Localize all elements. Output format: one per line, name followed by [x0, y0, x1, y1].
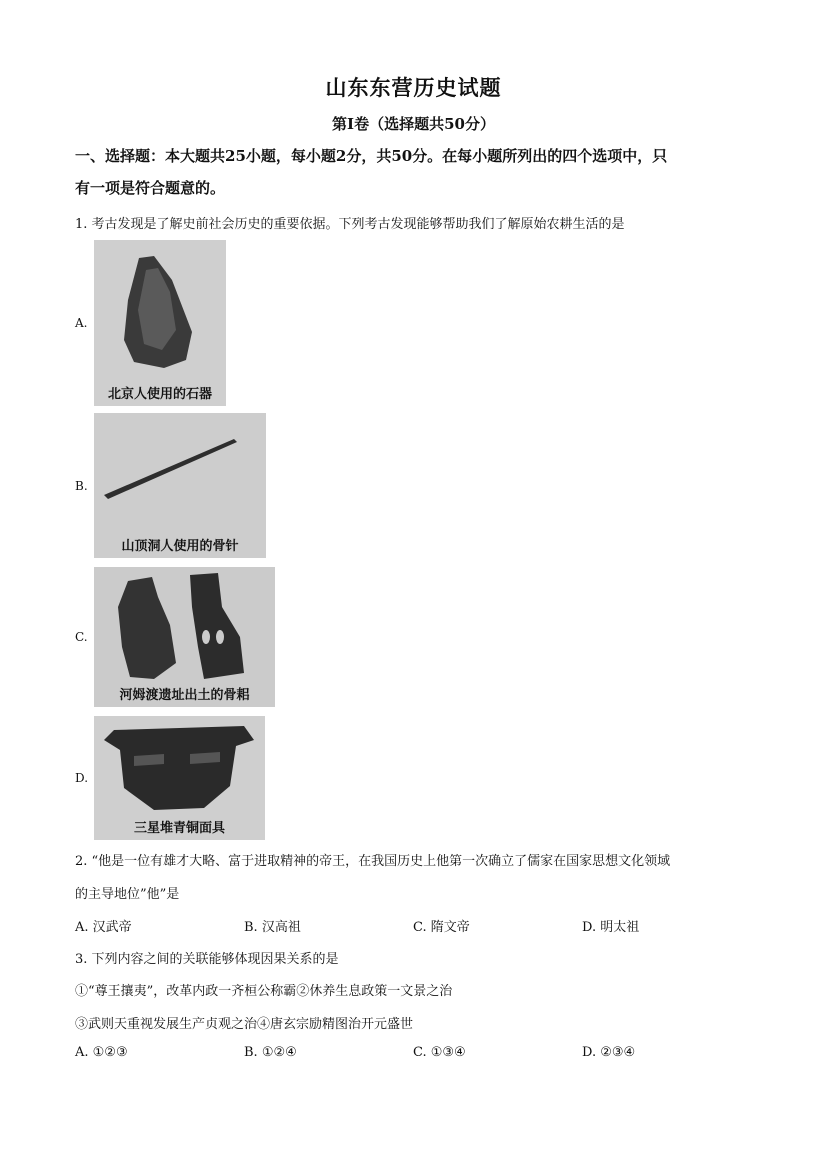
option-b-label: B. — [75, 479, 88, 493]
page-title: 山东东营历史试题 — [325, 75, 502, 100]
q3-choice-d: D. ②③④ — [582, 1045, 636, 1060]
bronze-mask-photo — [94, 716, 265, 840]
option-c-label: C. — [75, 630, 88, 644]
bone-spade-photo — [94, 567, 275, 707]
section-heading-line2: 有一项是符合题意的。 — [75, 179, 226, 197]
option-c-caption: 河姆渡遗址出土的骨耜 — [119, 688, 250, 703]
q3-choice-b: B. ①②④ — [244, 1045, 297, 1060]
stone-tool-icon — [94, 240, 226, 406]
stone-tool-photo — [94, 240, 226, 406]
question-3-stem: 3. 下列内容之间的关联能够体现因果关系的是 — [75, 952, 339, 967]
option-d-label: D. — [75, 771, 89, 785]
question-1-stem: 1. 考古发现是了解史前社会历史的重要依据。下列考古发现能够帮助我们了解原始农耕生活的是 — [75, 217, 625, 232]
q2-choice-a: A. 汉武帝 — [75, 920, 132, 935]
option-a-label: A. — [75, 316, 88, 330]
q2-choice-b: B. 汉高祖 — [244, 920, 301, 935]
option-a-caption: 北京人使用的石器 — [107, 387, 212, 402]
page-subtitle: 第Ⅰ卷（选择题共50分） — [332, 115, 495, 133]
q3-choice-a: A. ①②③ — [75, 1045, 128, 1060]
q2-choice-d: D. 明太祖 — [582, 920, 640, 935]
section-heading-line1: 一、选择题：本大题共25小题，每小题2分，共50分。在每小题所列出的四个选项中，只 — [75, 147, 668, 165]
bone-needle-photo — [94, 413, 266, 558]
question-3-line2: ③武则天重视发展生产贞观之治④唐玄宗励精图治开元盛世 — [75, 1017, 414, 1032]
option-d-caption: 三星堆青铜面具 — [133, 821, 225, 836]
option-b-caption: 山顶洞人使用的骨针 — [121, 539, 239, 554]
question-2-stem-line1: 2. “他是一位有雄才大略、富于进取精神的帝王，在我国历史上他第一次确立了儒家在国家思想文化领域 — [75, 854, 671, 869]
question-3-line1: ①“尊王攘夷”，改革内政一齐桓公称霸②休养生息政策一文景之治 — [75, 984, 453, 999]
q3-choice-c: C. ①③④ — [413, 1045, 466, 1060]
q2-choice-c: C. 隋文帝 — [413, 920, 470, 935]
question-2-stem-line2: 的主导地位”他”是 — [75, 887, 180, 902]
